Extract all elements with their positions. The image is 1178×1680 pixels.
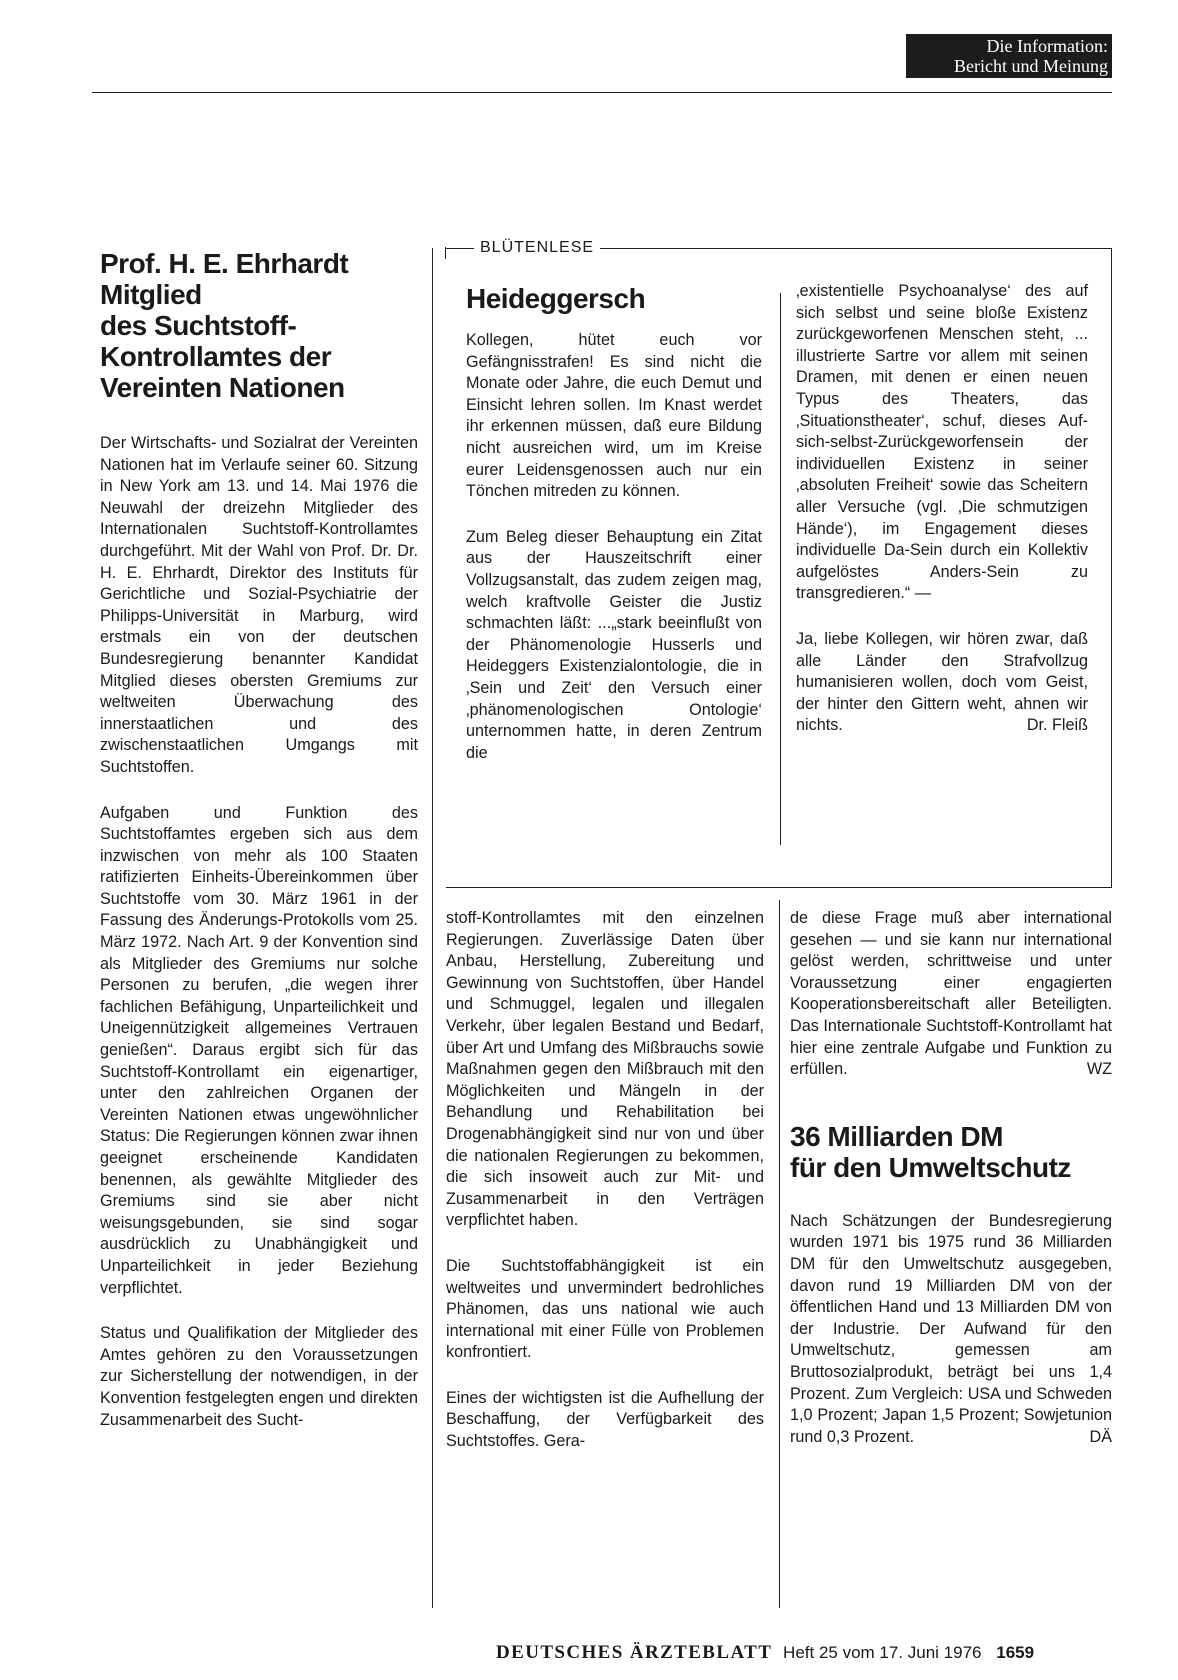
article1-headline-line: Kontrollamtes der [100,341,332,372]
bluetenlese-headline: Heideggersch [466,283,646,314]
article1-headline-line: des Suchtstoff- [100,310,297,341]
article1-signature: WZ [1086,1060,1112,1079]
issue-info: Heft 25 vom 17. Juni 1976 [783,1643,982,1662]
bluetenlese-paragraph: Kollegen, hütet euch vor Gefängnisstrafen! Es sind nicht die Monate oder Jahre, die euch Demut und Einsicht lehren sollen. Im Knast werdet ihr erkennen müssen, daß eure Bildung nicht ausreichen wird, um im Kreise eurer Leidensgenossen auch nur ein Tönchen mitreden zu können. [466,331,762,501]
article2-paragraph [790,1211,1112,1449]
article1-paragraph: stoff-Kontrollamtes mit den einzelnen Regierungen. Zuverlässige Daten über Anbau, Herstellung, Zubereitung und Gewinnung von Suchtstoffen, über Handel und Schmuggel, legalen und illegalen Verkehr, über legalen Bestand und Bedarf, über Art und Umfang des Mißbrauchs sowie Maßnahmen gegen den Mißbrauch mit den Möglichkeiten und Mängeln in der Behandlung und Rehabilitation bei Drogenabhängigkeit sind nur von und über die nationalen Regierungen zu bekommen, die sich insoweit auch zur Mit- und Zusammenarbeit in den Verträgen verpflichtet haben. [446,909,764,1230]
article2-text: Nach Schätzungen der Bundesregierung wurden 1971 bis 1975 rund 36 Milliarden DM für den Umweltschutz ausgegeben, davon rund 19 Milliarden DM von der öffentlichen Hand und 13 Milliarden DM von der Industrie. Der Aufwand für den Umweltschutz, gemessen am Bruttosozialprodukt, beträgt bei uns 1,4 Prozent. Zum Vergleich: USA und Schweden 1,0 Prozent; Japan 1,5 Prozent; Sowjetunion rund 0,3 Prozent. [790,1211,1112,1446]
column-divider [779,900,780,1608]
bluetenlese-box [446,239,1112,888]
article1-paragraph: Status und Qualifikation der Mitglieder des Amtes gehören zu den Voraussetzungen zur Sicherstellung der notwendigen, in der Konvention festgelegten engen und direkten Zusammenarbeit des Sucht- [100,1324,418,1429]
bluetenlese-closing [796,629,1088,737]
article1-paragraph: Die Suchtstoffabhängigkeit ist ein weltweites und unvermindert bedrohliches Phänomen, das uns national wie auch international mit einer Fülle von Problemen konfrontiert. [446,1256,764,1362]
bluetenlese-signature: Dr. Fleiß [1026,716,1088,735]
section-label-line-1: Die Information: [986,36,1108,56]
bluetenlese-closing-text: Ja, liebe Kollegen, wir hören zwar, daß alle Länder den Strafvollzug humanisieren wollen, doch vom Geist, der hinter den Gittern weht, ahnen wir nichts. [796,629,1088,735]
page-number: 1659 [996,1643,1035,1662]
article1-paragraph: Der Wirtschafts- und Sozialrat der Vereinten Nationen hat im Verlaufe seiner 60. Sitzung in New York am 13. und 14. Mai 1976 die Neuwahl der dreizehn Mitglieder des Internationalen Suchtstoff-Kontrollamtes durchgeführt. Mit der Wahl von Prof. Dr. Dr. H. E. Ehrhardt, Direktor des Instituts für Gerichtliche und Sozial-Psychiatrie der Philipps-Universität in Marburg, wird erstmals ein von der deutschen Bundesregierung benannter Kandidat Mitglied dieses obersten Gremiums zur weltweiten Überwachung des innerstaatlichen und des zwischenstaatlichen Umgangs mit Suchtstoffen. [100,434,418,776]
article1-closing [790,908,1112,1081]
section-label-line-2: Bericht und Meinung [954,56,1108,76]
article-column-3 [790,908,1112,1448]
bluetenlese-column-divider [780,293,781,845]
article1-closing-text: de diese Frage muß aber international gesehen — und sie kann nur international gelöst werden, schrittweise und unter Voraussetzung einer engagierten Kooperationsbereitschaft aller Beteiligten. Das Internationale Suchtstoff-Kontrollamt hat hier eine zentrale Aufgabe und Funktion zu erfüllen. [790,909,1112,1079]
bluetenlese-left-column [466,283,762,764]
top-rule [92,92,1112,93]
article1-headline-line: Mitglied [100,279,202,310]
bluetenlese-right-column [796,281,1088,737]
article1-headline-line: Vereinten Nationen [100,372,345,403]
section-label [906,34,1112,78]
bluetenlese-paragraph: ‚existentielle Psychoanalyse‘ des auf sich selbst und seine bloße Existenz zurückgeworfenen Menschen steht, ... illustrierte Sartre vor allem mit seinen Dramen, mit denen er einen neuen Typus des Theaters, das ‚Situationstheater‘, schuf, dieses Auf-sich-selbst-Zurückgeworfensein der individuellen Existenz in seiner ‚absoluten Freiheit‘ sowie das Scheitern aller Versuche (vgl. ‚Die schmutzigen Hände‘), im Engagement dieses individuelle Da-Sein durch ein Kollektiv aufgelöstes Anders-Sein zu transgredieren.“ — [796,282,1088,603]
article1-column-2 [446,908,764,1453]
bluetenlese-label: BLÜTENLESE [474,239,600,257]
article1-headline [100,248,418,403]
article1-column-1 [100,248,418,1431]
column-divider [432,248,433,1608]
article1-headline-line: Prof. H. E. Ehrhardt [100,248,349,279]
article2-headline [790,1121,1112,1183]
box-corner [445,247,456,259]
page-footer [496,1642,1116,1666]
article2-headline-line: für den Umweltschutz [790,1151,1071,1183]
publication-name: DEUTSCHES ÄRZTEBLATT [496,1642,773,1663]
article1-paragraph: Aufgaben und Funktion des Suchtstoffamtes ergeben sich aus dem inzwischen von mehr als 100 Staaten ratifizierten Einheits-Übereinkommen über Suchtstoffe vom 30. März 1961 in der Fassung des Änderungs-Protokolls vom 25. März 1972. Nach Art. 9 der Konvention sind als Mitglieder des Gremiums nur solche Personen zu berufen, „die wegen ihrer fachlichen Befähigung, Unparteilichkeit und Uneigennützigkeit allgemeines Vertrauen genießen“. Daraus ergibt sich für das Suchtstoff-Kontrollamt ein eigenartiger, unter den zahlreichen Organen der Vereinten Nationen etwas ungewöhnlicher Status: Die Regierungen können zwar ihnen geeignet erscheinende Kandidaten benennen, als gewählte Mitglieder des Gremiums sind sie aber nicht weisungsgebunden, sie sind sogar ausdrücklich zu Unabhängigkeit und Unparteilichkeit in jeder Beziehung verpflichtet. [100,803,418,1297]
article1-paragraph: Eines der wichtigsten ist die Aufhellung der Beschaffung, der Verfügbarkeit des Suchtstoffes. Gera- [446,1388,764,1451]
article2-signature: DÄ [1089,1427,1112,1446]
bluetenlese-paragraph: Zum Beleg dieser Behauptung ein Zitat aus der Hauszeitschrift einer Vollzugsanstalt, das zudem zeigen mag, welch kraftvolle Geister die Justiz schmachten läßt: ...„stark beeinflußt von der Phänomenologie Husserls und Heideggers Existenzialontologie, die in ‚Sein und Zeit‘ den Versuch einer ‚phänomenologischen Ontologie‘ unternommen hatte, in deren Zentrum die [466,527,762,762]
article2-headline-line: 36 Milliarden DM [790,1120,1003,1152]
